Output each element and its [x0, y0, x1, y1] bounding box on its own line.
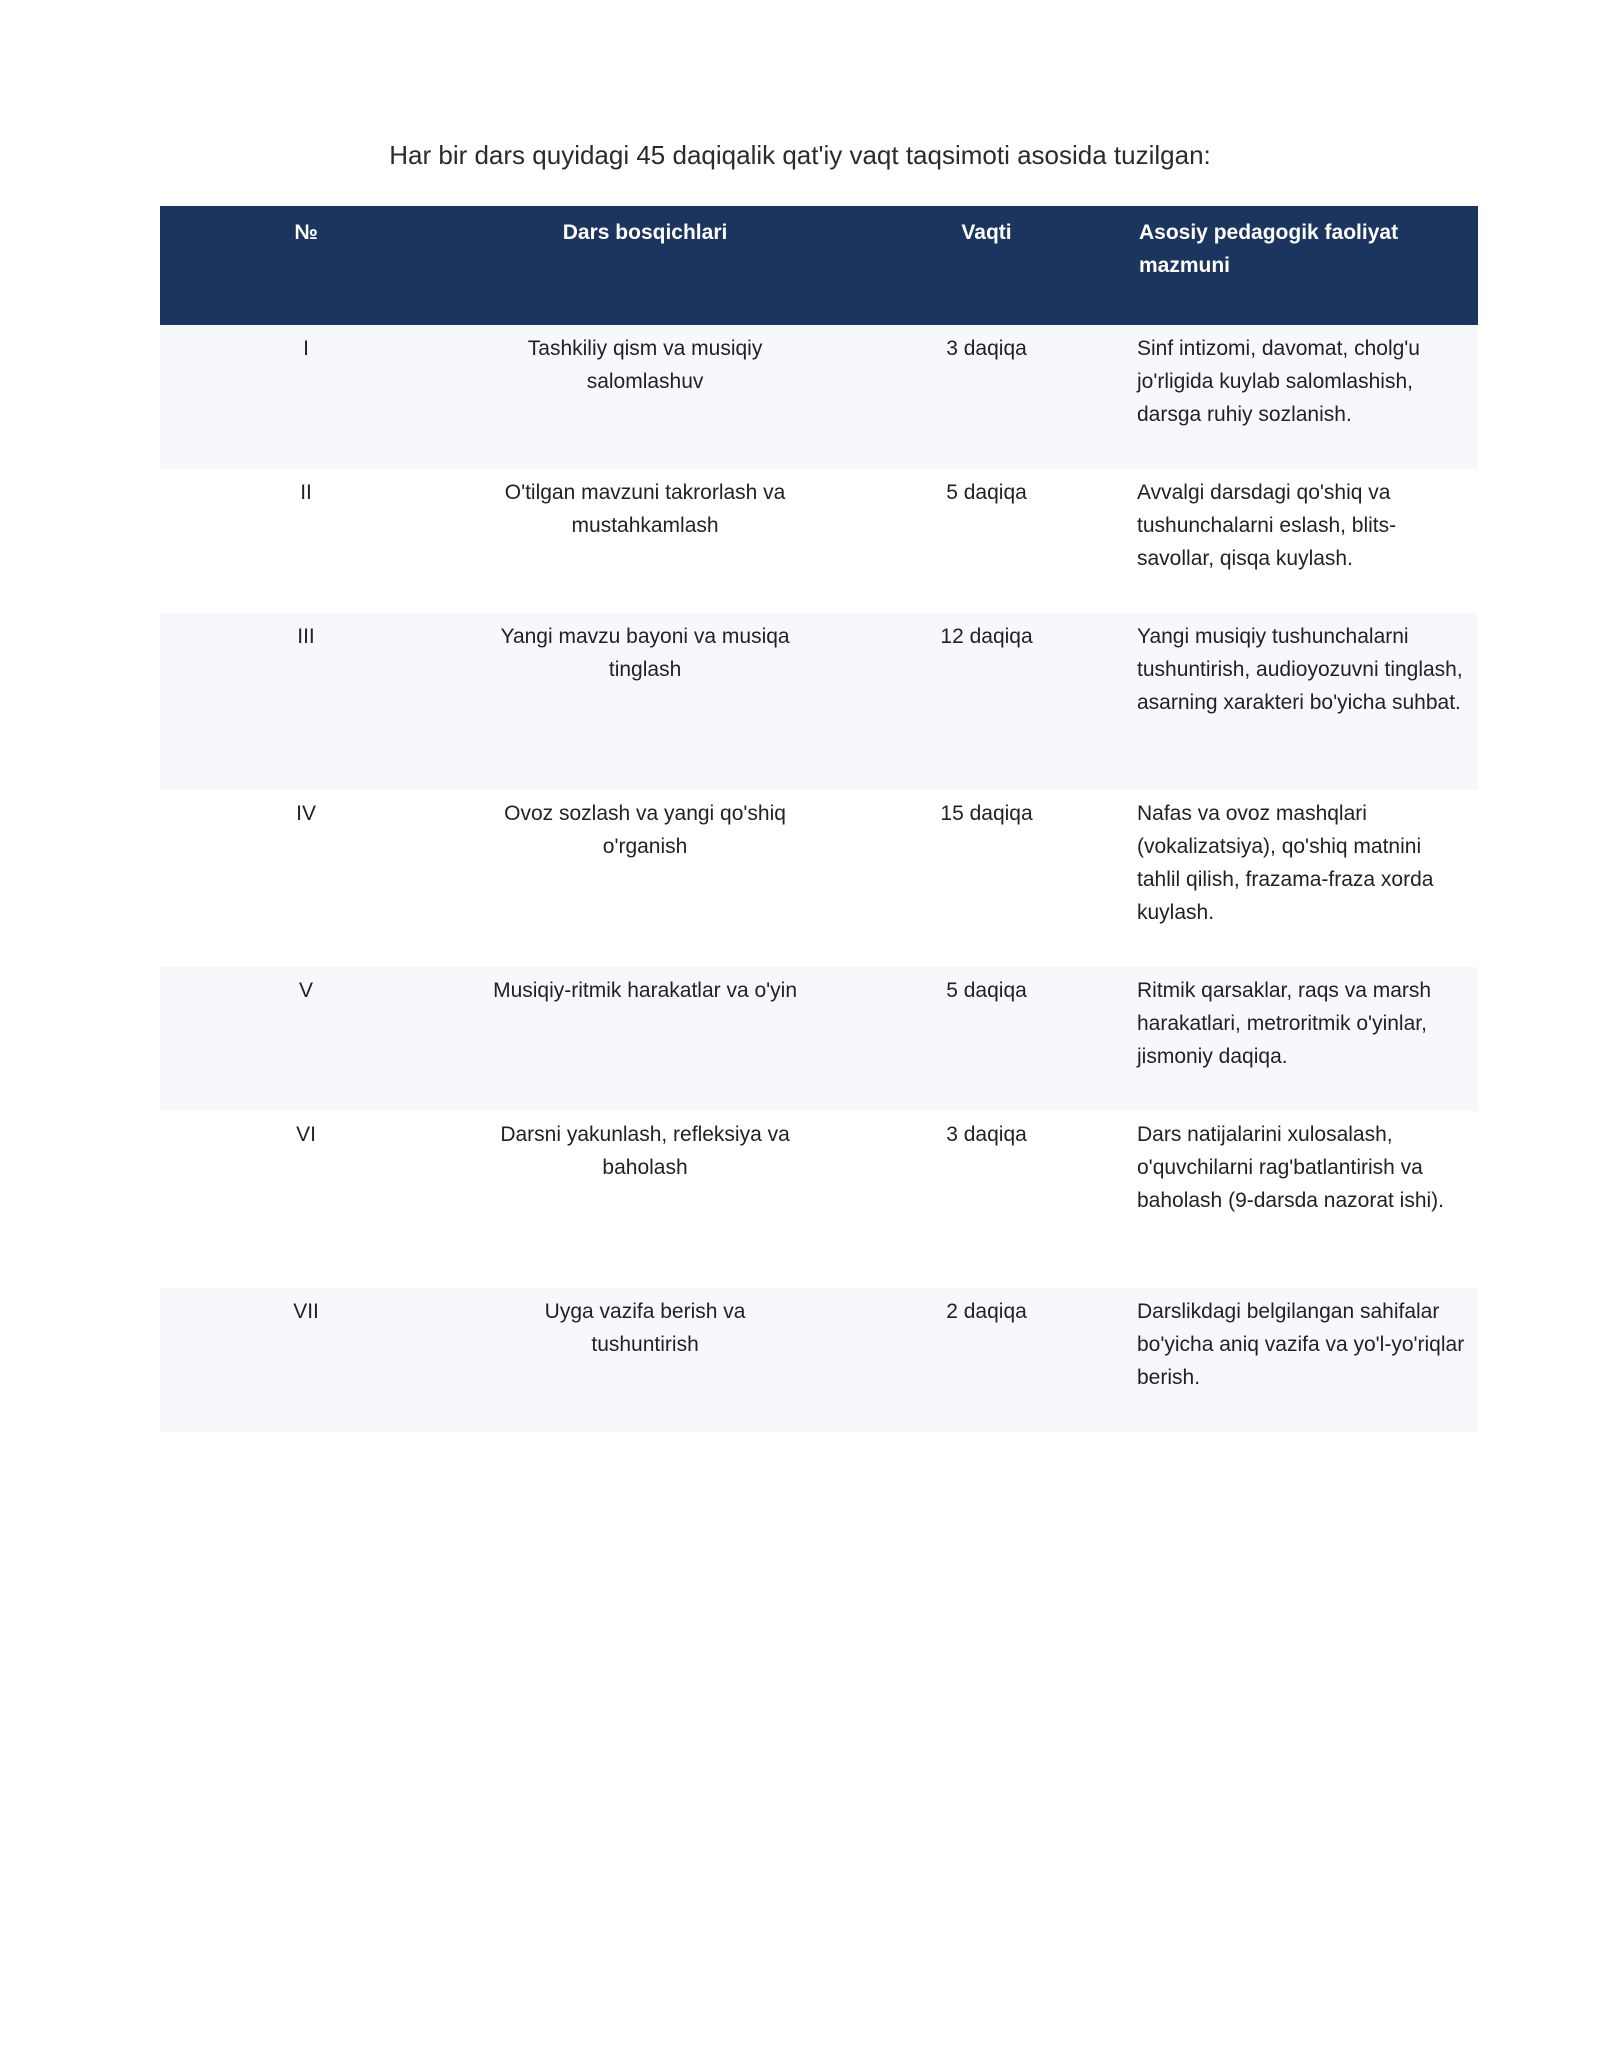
row-content: Nafas va ovoz mashqlari (vokalizatsiya), qo'shiq matnini tahlil qilish, frazama-fraza xorda kuylash. [1137, 802, 1434, 924]
row-number: V [299, 979, 314, 1002]
table-row [160, 967, 1478, 1111]
row-number: VII [293, 1300, 319, 1323]
row-content: Dars natijalarini xulosalash, o'quvchilarni rag'batlantirish va baholash (9-darsda nazorat ishi). [1137, 1123, 1445, 1212]
row-time: 15 daqiqa [940, 802, 1033, 825]
table-row [160, 1111, 1478, 1288]
table-row [160, 325, 1478, 469]
row-stage: Darsni yakunlash, refleksiya va baholash [500, 1123, 790, 1179]
header-stage: Dars bosqichlari [562, 221, 728, 244]
row-time: 5 daqiqa [946, 979, 1027, 1002]
row-stage: Tashkiliy qism va musiqiy salomlashuv [527, 337, 763, 393]
row-number: I [303, 337, 309, 360]
row-content: Ritmik qarsaklar, raqs va marsh harakatlari, metroritmik o'yinlar, jismoniy daqiqa. [1137, 979, 1432, 1068]
row-content: Avvalgi darsdagi qo'shiq va tushunchalarni eslash, blits-savollar, qisqa kuylash. [1137, 481, 1397, 570]
row-time: 5 daqiqa [946, 481, 1027, 504]
table-row [160, 613, 1478, 790]
row-time: 3 daqiqa [946, 1123, 1027, 1146]
header-row [160, 206, 1478, 325]
row-number: IV [296, 802, 316, 825]
row-number: II [300, 481, 312, 504]
row-stage: Musiqiy-ritmik harakatlar va o'yin [493, 979, 798, 1002]
row-number: III [297, 625, 315, 648]
row-time: 3 daqiqa [946, 337, 1027, 360]
lesson-schedule-table [160, 206, 1478, 1432]
row-content: Darslikdagi belgilangan sahifalar bo'yicha aniq vazifa va yo'l-yo'riqlar berish. [1137, 1300, 1465, 1389]
header-content: Asosiy pedagogik faoliyat mazmuni [1139, 221, 1399, 277]
row-time: 12 daqiqa [940, 625, 1033, 648]
table-row [160, 790, 1478, 967]
header-time: Vaqti [961, 221, 1012, 244]
row-stage: Uyga vazifa berish va tushuntirish [544, 1300, 746, 1356]
intro-text: Har bir dars quyidagi 45 daqiqalik qat'iy vaqt taqsimoti asosida tuzilgan: [389, 140, 1211, 170]
header-number: № [294, 221, 318, 244]
row-time: 2 daqiqa [946, 1300, 1027, 1323]
row-stage: O'tilgan mavzuni takrorlash va mustahkamlash [504, 481, 786, 537]
row-content: Sinf intizomi, davomat, cholg'u jo'rligida kuylab salomlashish, darsga ruhiy sozlanish. [1137, 337, 1420, 426]
table-body [160, 325, 1478, 1432]
row-content: Yangi musiqiy tushunchalarni tushuntirish, audioyozuvni tinglash, asarning xarakteri bo'yicha suhbat. [1137, 625, 1463, 714]
table-row [160, 469, 1478, 613]
row-stage: Ovoz sozlash va yangi qo'shiq o'rganish [504, 802, 786, 858]
row-number: VI [296, 1123, 316, 1146]
row-stage: Yangi mavzu bayoni va musiqa tinglash [500, 625, 790, 681]
table-row [160, 1288, 1478, 1432]
table-header [160, 206, 1478, 325]
